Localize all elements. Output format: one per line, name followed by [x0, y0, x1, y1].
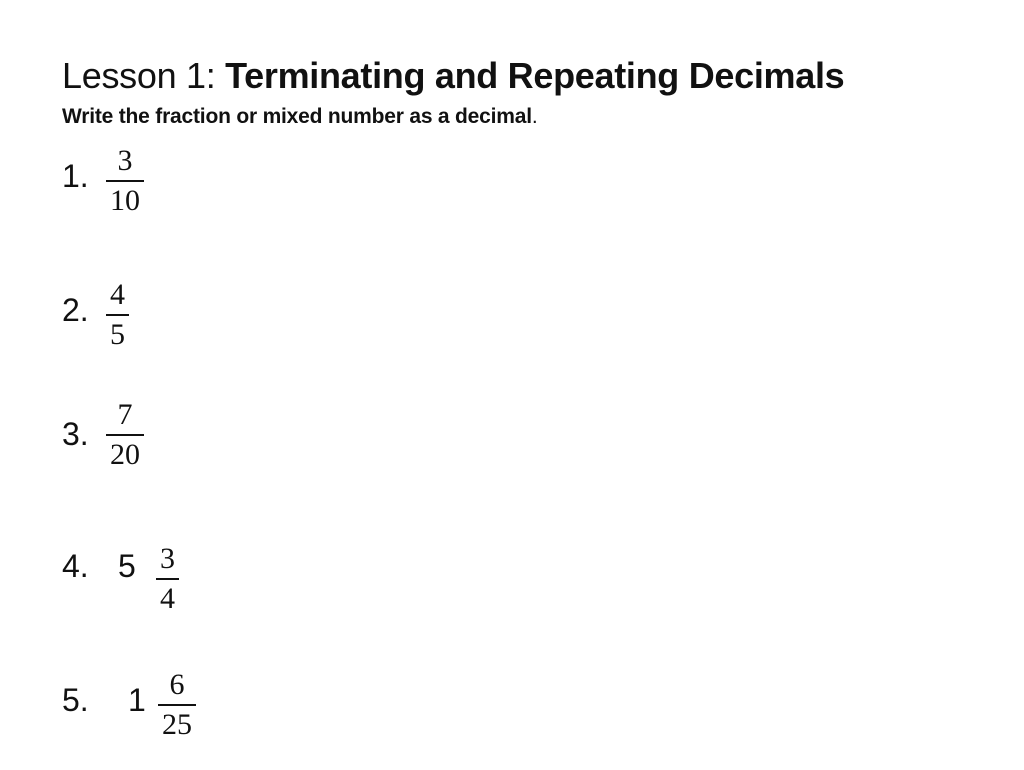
whole-number: 5	[118, 548, 136, 584]
problem-number: 3.	[62, 416, 89, 452]
numerator: 3	[160, 542, 175, 575]
denominator: 4	[160, 581, 175, 615]
whole-number: 1	[128, 682, 146, 718]
denominator: 10	[110, 183, 140, 217]
lesson-topic: Terminating and Repeating Decimals	[225, 55, 845, 96]
numerator: 6	[169, 668, 185, 701]
lesson-title	[62, 54, 844, 98]
problem-number: 1.	[62, 158, 89, 194]
problem-number: 2.	[62, 292, 89, 328]
denominator: 25	[162, 707, 192, 741]
instruction-text	[62, 104, 538, 130]
fraction	[106, 146, 144, 216]
instruction-period: .	[531, 105, 538, 128]
lesson-prefix: Lesson 1:	[62, 55, 226, 96]
numerator: 3	[117, 144, 133, 177]
fraction	[156, 544, 179, 614]
problem-number: 5.	[62, 682, 89, 718]
fraction	[106, 400, 144, 470]
numerator: 4	[110, 278, 125, 311]
numerator: 7	[117, 398, 133, 431]
denominator: 5	[110, 317, 125, 351]
fraction	[158, 670, 196, 740]
problem-number: 4.	[62, 548, 89, 584]
instruction-body: Write the fraction or mixed number as a decimal	[62, 105, 532, 128]
denominator: 20	[110, 437, 140, 471]
fraction	[106, 280, 129, 350]
